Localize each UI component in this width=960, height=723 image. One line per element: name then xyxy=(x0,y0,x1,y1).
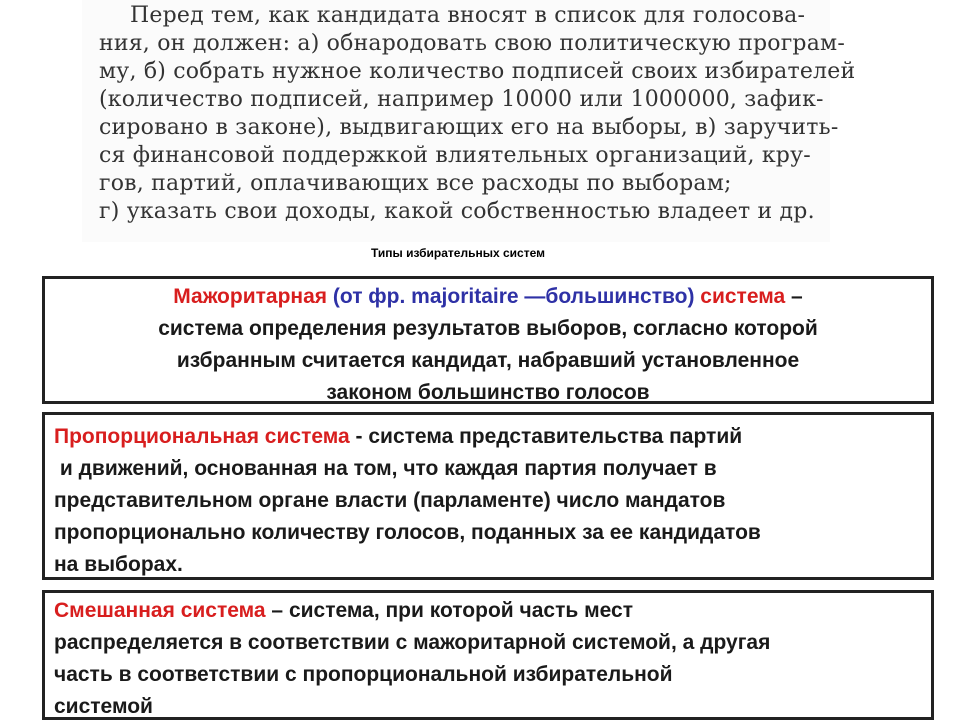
scan-line: сировано в законе), выдвигающих его на выборы, в) заручить- xyxy=(99,115,839,140)
definition-line: законом большинство голосов xyxy=(326,381,650,404)
majoritarian-term: Мажоритарная xyxy=(173,285,328,308)
scan-line: му, б) собрать нужное количество подписей своих избирателей xyxy=(99,59,856,84)
scan-line: ния, он должен: а) обнародовать свою политическую програм- xyxy=(99,31,845,56)
definition-line: пропорционально количеству голосов, поданных за ее кандидатов xyxy=(54,521,761,544)
majoritarian-dash: – xyxy=(791,285,803,308)
definition-line: избранным считается кандидат, набравший установленное xyxy=(176,349,800,372)
definition-line: на выборах. xyxy=(54,553,183,576)
definition-line: представительном органе власти (парламенте) число мандатов xyxy=(54,489,726,512)
proportional-line1-rest: - система представительства партий xyxy=(349,425,743,448)
mixed-line1-rest: – система, при которой часть мест xyxy=(265,599,634,622)
definition-line: часть в соответствии с пропорциональной избирательной xyxy=(54,663,673,686)
proportional-term: Пропорциональная система xyxy=(54,425,350,448)
definition-line xyxy=(54,421,931,453)
definition-line: распределяется в соответствии с мажоритарной системой, а другая xyxy=(54,631,771,654)
proportional-definition-box xyxy=(42,412,934,580)
mixed-definition-box xyxy=(42,590,934,720)
definition-line: системой xyxy=(54,695,153,718)
scan-line: (количество подписей, например 10000 или 1000000, зафик- xyxy=(99,87,824,112)
scan-line: г) указать свои доходы, какой собственностью владеет и др. xyxy=(99,199,815,224)
section-heading: Типы избирательных систем xyxy=(371,246,545,260)
scan-line: гов, партий, оплачивающих все расходы по выборам; xyxy=(99,171,732,196)
definition-line xyxy=(45,281,931,313)
majoritarian-term-suffix: система xyxy=(700,285,786,308)
mixed-term: Смешанная система xyxy=(54,599,266,622)
definition-line: система определения результатов выборов, согласно которой xyxy=(158,317,818,340)
definition-line: и движений, основанная на том, что каждая партия получает в xyxy=(54,457,717,480)
definition-line xyxy=(54,595,931,627)
scan-line: ся финансовой поддержкой влиятельных организаций, кру- xyxy=(99,143,811,168)
scan-line: Перед тем, как кандидата вносят в список для голосова- xyxy=(130,3,806,28)
majoritarian-definition-box xyxy=(42,276,934,404)
majoritarian-origin: (от фр. majoritaire —большинство) xyxy=(332,285,695,308)
